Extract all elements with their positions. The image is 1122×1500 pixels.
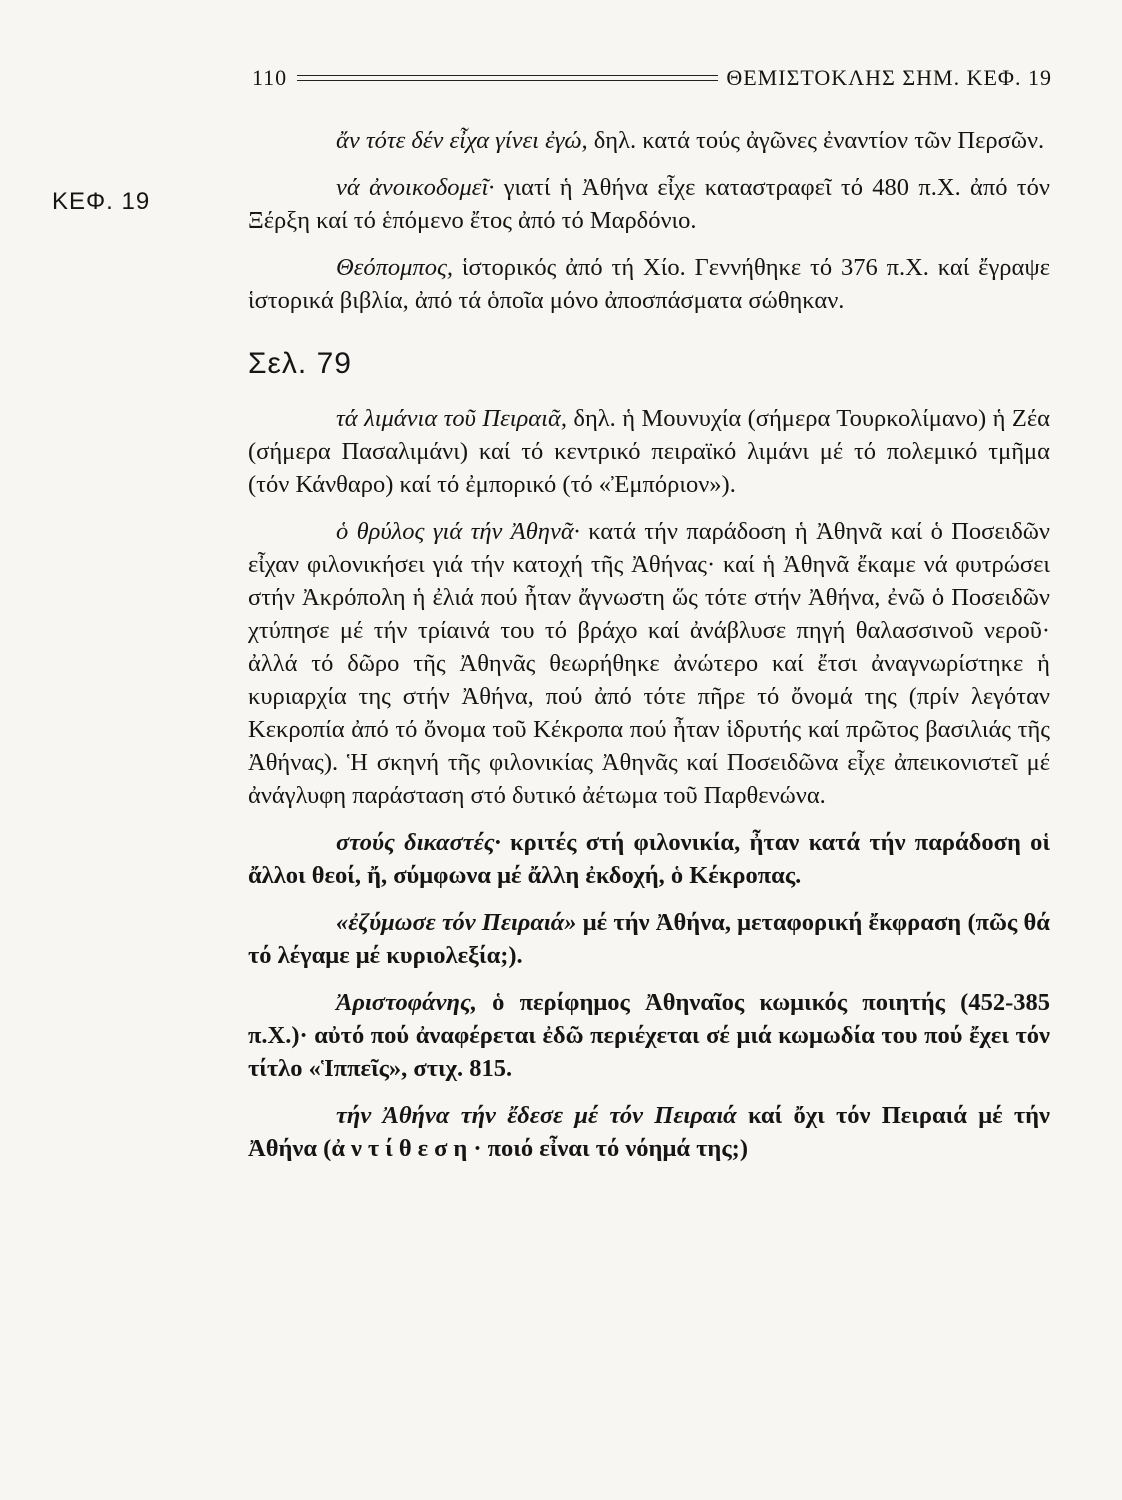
note-text: κατά τήν παράδοση ἡ Ἀθηνᾶ καί ὁ Ποσειδῶν εἶχαν φιλονικήσει γιά τήν κατοχή τῆς Ἀθήνας· καί ἡ Ἀθηνᾶ ἔκαμε νά φυτρώσει στήν Ἀκρόπολη ἡ ἐλιά πού ἦταν ἄγνωστη ὥς τότε στήν Ἀθήνα, ἐνῶ ὁ Ποσειδῶν χτύπησε μέ τήν τρίαινά του τό βράχο καί ἀνάβλυσε πηγή θαλασσινοῦ νεροῦ· ἀλλά τό δῶρο τῆς Ἀθηνᾶς θεωρήθηκε ἀνώτερο καί ἔτσι ἀναγνωρίστηκε ἡ κυριαρχία της στήν Ἀθήνα, πού ἀπό τότε πῆρε τό ὄνομά της (πρίν λεγόταν Κεκροπία ἀπό τό ὄνομα τοῦ Κέκροπα πού ἦταν ἱδρυτής καί πρῶτος βασιλιάς τῆς Ἀθήνας). Ἡ σκηνή τῆς φιλονικίας Ἀθηνᾶς καί Ποσειδῶνα εἶχε ἀπεικονιστεῖ μέ ἀνάγλυφη παράσταση στό δυτικό ἀέτωμα τοῦ Παρθενώνα. bbox=[248, 518, 1050, 809]
note-text: ὁ περίφημος Ἀθηναῖος κωμικός ποιητής (452-385 π.Χ.)· αὐτό πού ἀναφέρεται ἐδῶ περιέχεται σέ μιά κωμωδία του πού ἔχει τόν τίτλο «Ἱππεῖς», στιχ. 815. bbox=[248, 989, 1050, 1082]
note-paragraph bbox=[248, 826, 1050, 892]
note-paragraph bbox=[248, 1099, 1050, 1165]
section-heading: Σελ. 79 bbox=[248, 347, 352, 380]
note-text: καί ὄχι τόν Πειραιά μέ τήν Ἀθήνα ( bbox=[248, 1102, 1050, 1162]
note-paragraph bbox=[248, 402, 1050, 501]
note-text: δηλ. ἡ Μουνυχία (σήμερα Τουρκολίμανο) ἡ Ζέα (σήμερα Πασαλιμάνι) καί τό κεντρικό πειραϊκό λιμάνι μέ τό πολεμικό τμῆμα (τόν Κάνθαρο) καί τό ἐμπορικό (τό «Ἐμπόριον»). bbox=[248, 405, 1050, 498]
note-lemma: ὁ θρύλος γιά τήν Ἀθηνᾶ· bbox=[336, 518, 580, 545]
note-lemma: τά λιμάνια τοῦ Πειραιᾶ, bbox=[336, 405, 567, 432]
note-text: γιατί ἡ Ἀθήνα εἶχε καταστραφεῖ τό 480 π.Χ. ἀπό τόν Ξέρξη καί τό ἑπόμενο ἔτος ἀπό τό Μαρδόνιο. bbox=[248, 174, 1050, 234]
note-paragraph bbox=[248, 515, 1050, 812]
note-text: μέ τήν Ἀθήνα, μεταφορική ἔκφραση (πῶς θά τό λέγαμε μέ κυριολεξία;). bbox=[248, 909, 1050, 969]
note-paragraph bbox=[248, 171, 1050, 237]
note-paragraph bbox=[248, 906, 1050, 972]
note-paragraph bbox=[248, 124, 1050, 157]
note-text: δηλ. κατά τούς ἀγῶνες ἐναντίον τῶν Περσῶν. bbox=[587, 127, 1045, 154]
note-paragraph bbox=[248, 986, 1050, 1085]
spaced-term: ἀντίθεση bbox=[331, 1135, 474, 1162]
margin-chapter-label: ΚΕΦ. 19 bbox=[52, 188, 151, 215]
note-lemma: «ἐζύμωσε τόν Πειραιά» bbox=[336, 909, 577, 936]
note-lemma: τήν Ἀθήνα τήν ἔδεσε μέ τόν Πειραιά bbox=[336, 1102, 737, 1129]
note-lemma: Ἀριστοφάνης, bbox=[336, 989, 478, 1016]
note-paragraph bbox=[248, 251, 1050, 317]
bold-notes-block bbox=[248, 826, 1050, 1165]
running-title: ΘΕΜΙΣΤΟΚΛΗΣ ΣΗΜ. ΚΕΦ. 19 bbox=[726, 65, 1052, 90]
running-header bbox=[252, 60, 1052, 96]
note-lemma: νά ἀνοικοδομεῖ· bbox=[336, 174, 495, 201]
header-double-rule bbox=[297, 75, 718, 81]
note-text: · ποιό εἶναι τό νόημά της;) bbox=[473, 1135, 748, 1162]
note-text: κριτές στή φιλονικία, ἦταν κατά τήν παράδοση οἱ ἄλλοι θεοί, ἤ, σύμφωνα μέ ἄλλη ἐκδοχή, ὁ Κέκροπας. bbox=[248, 829, 1050, 889]
page-number: 110 bbox=[252, 65, 288, 90]
note-lemma: ἄν τότε δέν εἶχα γίνει ἐγώ, bbox=[336, 127, 588, 154]
note-lemma: στούς δικαστές· bbox=[336, 829, 501, 856]
note-lemma: Θεόπομπος, bbox=[336, 254, 454, 281]
note-text: ἱστορικός ἀπό τή Χίο. Γεννήθηκε τό 376 π.Χ. καί ἔγραψε ἱστορικά βιβλία, ἀπό τά ὁποῖα μόνο ἀποσπάσματα σώθηκαν. bbox=[248, 254, 1050, 314]
notes-body bbox=[248, 124, 1050, 1179]
